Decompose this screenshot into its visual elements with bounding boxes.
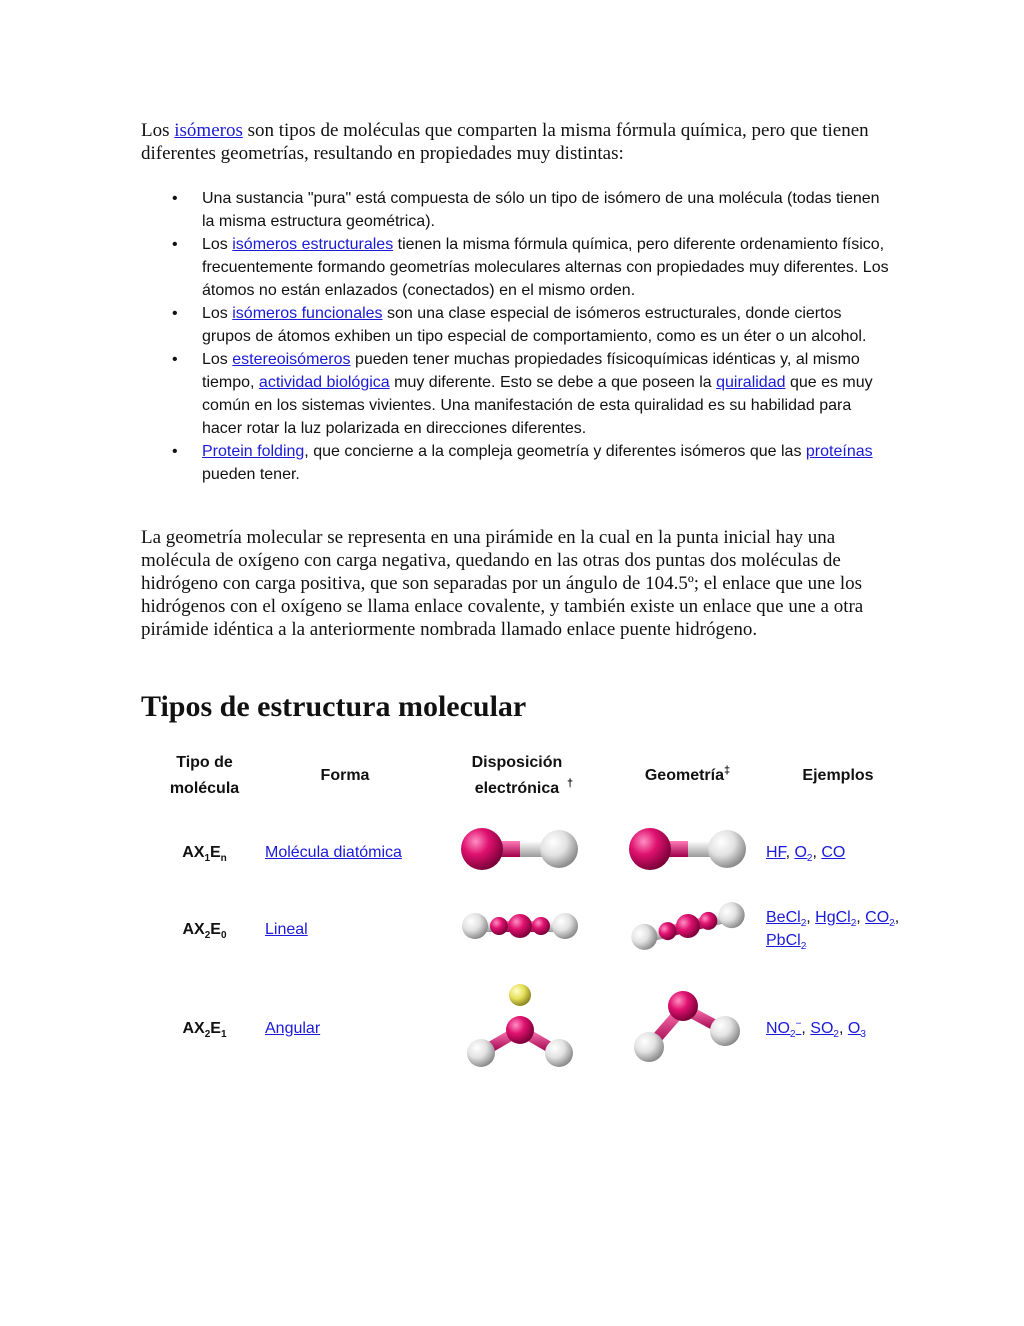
list-text: pueden tener muchas propiedades físicoquímicas idénticas y, al mismo tiempo, [202,351,860,391]
inline-link[interactable]: isómeros estructurales [232,236,394,253]
example-separator: , [806,909,816,926]
list-text: son una clase especial de isómeros estructurales, donde ciertos grupos de átomos exhiben un tipo especial de comportamiento, como es un éter o un alcohol. [202,305,867,345]
example-link[interactable]: PbCl$_2$ [766,932,807,953]
disposicion-image-angular [425,958,615,1098]
example-separator: , [812,843,822,861]
table-row [147,958,916,1098]
list-item [160,233,890,302]
link-forma-angular[interactable]: Angular [265,1019,321,1037]
forma-cell [262,804,425,900]
examples-cell [760,804,916,900]
example-link[interactable]: HF [766,843,786,861]
geometria-image-linear [615,900,760,958]
example-link[interactable]: HgCl$_2$ [815,909,857,930]
inline-link[interactable]: quiralidad [716,374,786,391]
inline-link[interactable]: Protein folding [202,443,305,460]
formula-cell: $AX_2E_0$ [182,920,227,941]
linear-geometry-icon [628,902,748,950]
header-tipo: Tipo de molécula [169,754,240,797]
molecular-structure-table [147,748,916,1098]
list-text: tienen la misma fórmula química, pero diferente ordenamiento físico, frecuentemente formando geometrías moleculares alternas con propiedades muy diferentes. Los átomos no están enlazados (conectados) en el mismo orden. [202,236,889,299]
bullet-dot: • [172,443,178,460]
inline-link[interactable]: estereoisómeros [232,351,351,368]
link-forma-lineal[interactable]: Lineal [265,920,308,938]
bullet-dot: • [172,236,178,253]
example-separator: , [894,909,900,926]
angular-molecule-icon [460,980,580,1070]
linear-molecule-icon [460,906,580,946]
header-forma: Forma [320,767,370,784]
example-link[interactable]: CO [821,843,846,861]
table-header-row [147,748,916,804]
isomer-bullet-list [160,187,890,486]
geometria-image-diatomic [615,804,760,900]
inline-link[interactable]: actividad biológica [258,374,390,391]
list-text: muy diferente. Esto se debe a que poseen la [389,374,717,391]
link-forma-diatomica[interactable]: Molécula diatómica [265,843,402,861]
dagger-mark: † [566,777,574,790]
example-separator: , [856,909,866,926]
bullet-dot: • [172,305,178,322]
example-link[interactable]: $O_2$ [794,843,813,864]
list-text: Los [202,305,233,322]
disposicion-image-linear [425,900,615,958]
example-separator: , [838,1019,848,1037]
example-separator: , [785,843,795,861]
bullet-dot: • [172,351,178,368]
list-text: Los [202,351,233,368]
geometry-paragraph: La geometría molecular se representa en una pirámide en la cual en la punta inicial hay una molécula de oxígeno con carga negativa, quedando en las otras dos puntas dos moléculas de hidrógeno con carga positiva, que son separadas por un ángulo de 104.5º; el enlace que une los hidrógenos con el oxígeno se llama enlace covalente, y también existe un enlace que une a otra pirámide idéntica a la anteriormente nombrada llamado enlace puente hidrógeno. [141,527,864,640]
bullet-dot: • [172,190,178,207]
inline-link[interactable]: proteínas [805,443,873,460]
example-separator: , [801,1019,811,1037]
diatomic-geometry-icon [628,824,748,874]
angular-geometry-icon [628,980,748,1070]
example-link[interactable]: $CO_2$ [865,909,895,930]
inline-link[interactable]: isómeros funcionales [232,305,383,322]
formula-cell: $AX_1E_n$ [182,843,227,864]
examples-cell [760,958,916,1098]
intro-text-post: son tipos de moléculas que comparten la misma fórmula química, pero que tienen diferentes geometrías, resultando en propiedades muy distintas: [141,120,869,164]
header-geometria: Geometría‡ [644,764,731,784]
table-row [147,804,916,900]
formula-cell: $AX_2E_1$ [182,1019,227,1040]
disposicion-image-diatomic [425,804,615,900]
example-link[interactable]: BeCl$_2$ [766,909,807,930]
example-link[interactable]: $NO_2^-$ [766,1018,802,1040]
intro-paragraph [141,119,871,165]
header-ejemplos: Ejemplos [802,767,874,784]
example-link[interactable]: $O_3$ [847,1019,866,1040]
list-text: que es muy común en los sistemas vivientes. Una manifestación de esta quiralidad es su habilidad para hacer rotar la luz polarizada en direcciones diferentes. [202,374,873,437]
list-text: , que concierne a la compleja geometría y diferentes isómeros que las [304,443,806,460]
examples-cell [760,900,916,958]
list-text: Una sustancia "pura" está compuesta de sólo un tipo de isómero de una molécula (todas tienen la misma estructura geométrica). [202,190,880,230]
section-heading: Tipos de estructura molecular [141,690,527,723]
intro-text-pre: Los [141,120,175,141]
example-link[interactable]: $SO_2$ [810,1019,839,1040]
list-item [160,348,890,440]
diatomic-molecule-icon [460,824,580,874]
list-item [160,187,890,233]
geometria-image-angular [615,958,760,1098]
forma-cell [262,900,425,958]
list-item [160,302,890,348]
double-dagger-mark: ‡ [724,764,731,777]
link-isomeros[interactable]: isómeros [174,120,243,141]
header-disposicion: Disposición electrónica † [471,754,574,797]
table-row [147,900,916,958]
list-text: Los [202,236,233,253]
list-text: pueden tener. [202,466,300,483]
list-item [160,440,890,486]
forma-cell [262,958,425,1098]
